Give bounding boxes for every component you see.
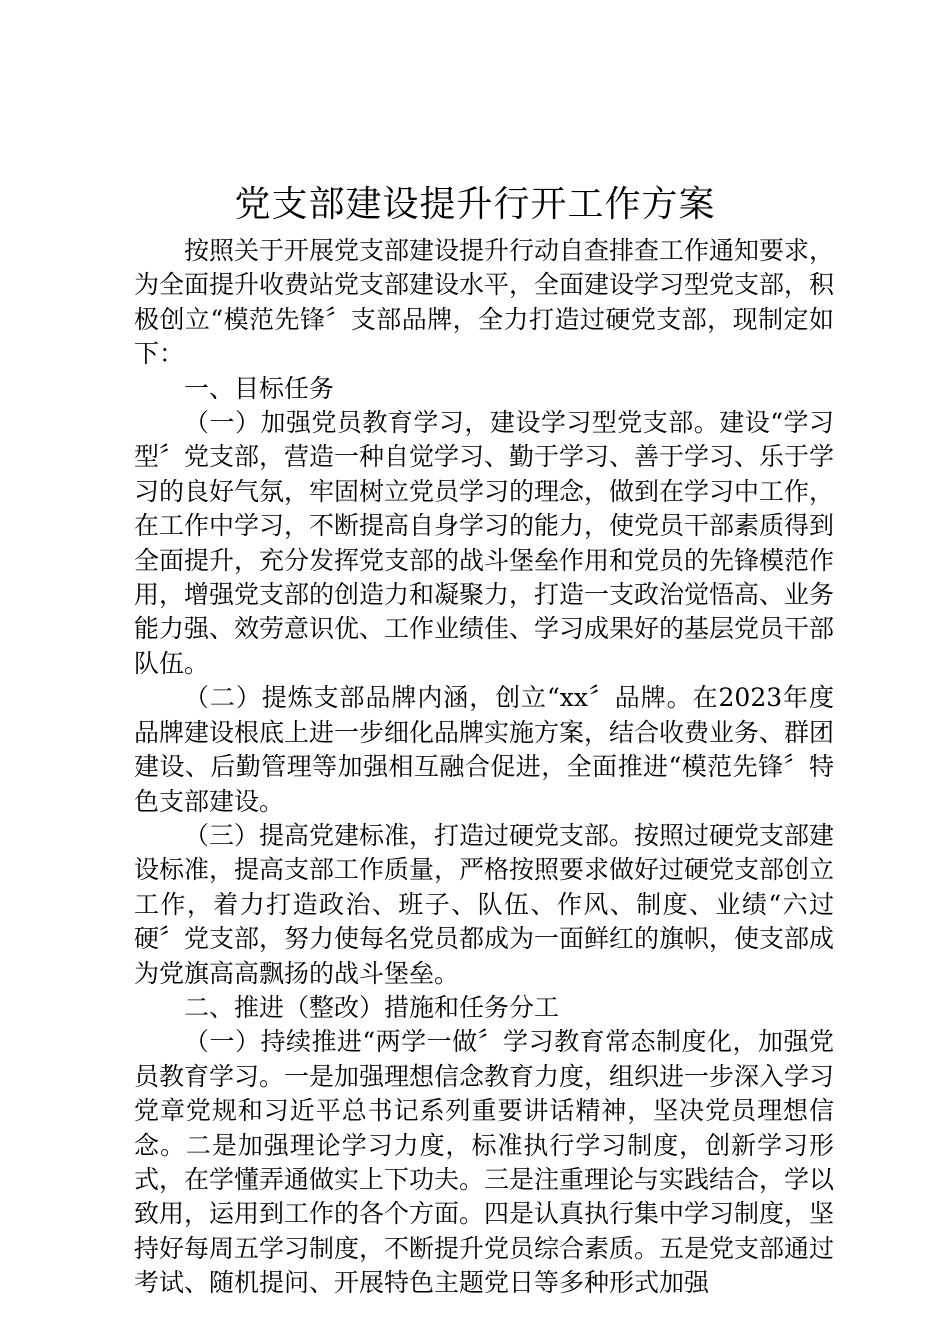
goal-paragraph-2: （二）提炼支部品牌内涵，创立“xx〞品牌。在2023年度品牌建设根底上进一步细化品牌实施方案，结合收费业务、群团建设、后勤管理等加强相互融合促进，全面推进“模范先锋〞特色支部建设。 bbox=[134, 683, 835, 816]
document-body bbox=[134, 234, 834, 1301]
section-heading-goals: 一、目标任务 bbox=[184, 373, 335, 403]
goal-paragraph-3: （三）提高党建标准，打造过硬党支部。按照过硬党支部建设标准，提高支部工作质量，严格按照要求做好过硬党支部创立工作，着力打造政治、班子、队伍、作风、制度、业绩“六过硬〞党支部，努力使每名党员都成为一面鲜红的旗帜，使支部成为党旗高高飘扬的战斗堡垒。 bbox=[134, 820, 835, 988]
goal-paragraph-1: （一）加强党员教育学习，建设学习型党支部。建设“学习型〞党支部，营造一种自觉学习、勤于学习、善于学习、乐于学习的良好气氛，牢固树立党员学习的理念，做到在学习中工作，在工作中学习，不断提高自身学习的能力，使党员干部素质得到全面提升，充分发挥党支部的战斗堡垒作用和党员的先锋模范作用，增强党支部的创造力和凝聚力，打造一支政治觉悟高、业务能力强、效劳意识优、工作业绩佳、学习成果好的基层党员干部队伍。 bbox=[134, 408, 835, 678]
document-title: 党支部建设提升行开工作方案 bbox=[234, 184, 716, 225]
intro-paragraph: 按照关于开展党支部建设提升行动自查排查工作通知要求，为全面提升收费站党支部建设水平，全面建设学习型党支部，积极创立“模范先锋〞支部品牌，全力打造过硬党支部，现制定如下： bbox=[134, 236, 835, 369]
measure-paragraph-1: （一）持续推进“两学一做〞学习教育常态制度化，加强党员教育学习。一是加强理想信念教育力度，组织进一步深入学习党章党规和习近平总书记系列重要讲话精神，坚决党员理想信念。二是加强理论学习力度，标准执行学习制度，创新学习形式，在学懂弄通做实上下功夫。三是注重理论与实践结合，学以致用，运用到工作的各个方面。四是认真执行集中学习制度，坚持好每周五学习制度，不断提升党员综合素质。五是党支部通过考试、随机提问、开展特色主题党日等多种形式加强 bbox=[134, 1027, 835, 1298]
section-heading-measures: 二、推进（整改）措施和任务分工 bbox=[184, 992, 560, 1022]
